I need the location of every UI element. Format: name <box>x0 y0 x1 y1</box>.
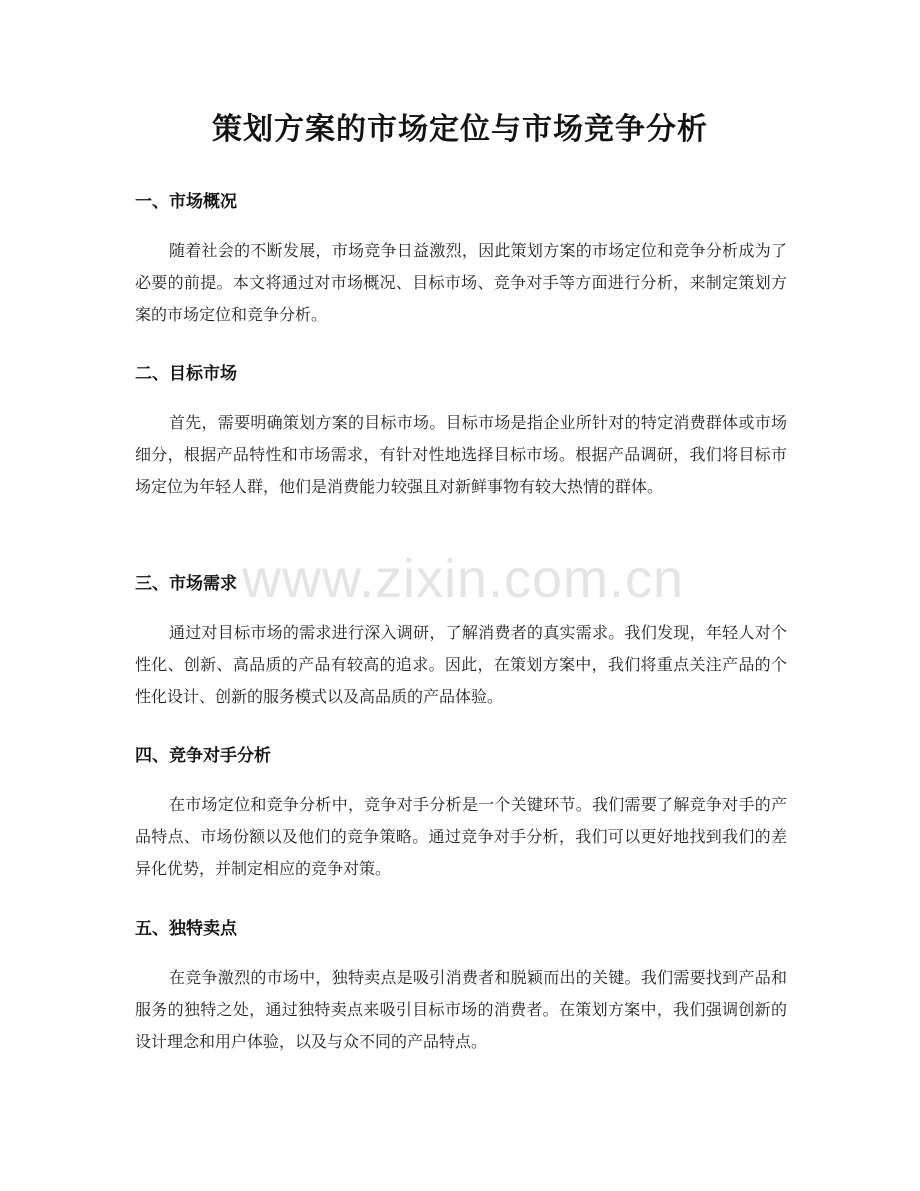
section-heading: 二、目标市场 <box>135 364 237 384</box>
section-paragraph: 通过对目标市场的需求进行深入调研，了解消费者的真实需求。我们发现，年轻人对个性化、创新、高品质的产品有较高的追求。因此，在策划方案中，我们将重点关注产品的个性化设计、创新的服务模式以及高品质的产品体验。 <box>135 623 787 706</box>
section-unique-selling-point <box>135 917 787 1058</box>
section-heading: 五、独特卖点 <box>135 919 237 939</box>
section-paragraph: 首先，需要明确策划方案的目标市场。目标市场是指企业所针对的特定消费群体或市场细分，根据产品特性和市场需求，有针对性地选择目标市场。根据产品调研，我们将目标市场定位为年轻人群，他们是消费能力较强且对新鲜事物有较大热情的群体。 <box>135 413 787 496</box>
section-market-overview <box>135 190 787 331</box>
section-market-demand <box>135 572 787 713</box>
section-heading: 一、市场概况 <box>135 192 237 212</box>
section-target-market <box>135 362 787 503</box>
section-competitor-analysis <box>135 744 787 885</box>
section-paragraph: 随着社会的不断发展，市场竞争日益激烈，因此策划方案的市场定位和竞争分析成为了必要的前提。本文将通过对市场概况、目标市场、竞争对手等方面进行分析，来制定策划方案的市场定位和竞争分析。 <box>135 241 787 324</box>
section-paragraph: 在竞争激烈的市场中，独特卖点是吸引消费者和脱颖而出的关键。我们需要找到产品和服务的独特之处，通过独特卖点来吸引目标市场的消费者。在策划方案中，我们强调创新的设计理念和用户体验，以及与众不同的产品特点。 <box>135 968 787 1051</box>
document-title: 策划方案的市场定位与市场竞争分析 <box>212 112 708 147</box>
section-paragraph: 在市场定位和竞争分析中，竞争对手分析是一个关键环节。我们需要了解竞争对手的产品特点、市场份额以及他们的竞争策略。通过竞争对手分析，我们可以更好地找到我们的差异化优势，并制定相应的竞争对策。 <box>135 795 787 878</box>
watermark: www.zixin.com.cn <box>241 549 685 609</box>
section-heading: 四、竞争对手分析 <box>135 746 271 766</box>
section-heading: 三、市场需求 <box>135 574 237 594</box>
